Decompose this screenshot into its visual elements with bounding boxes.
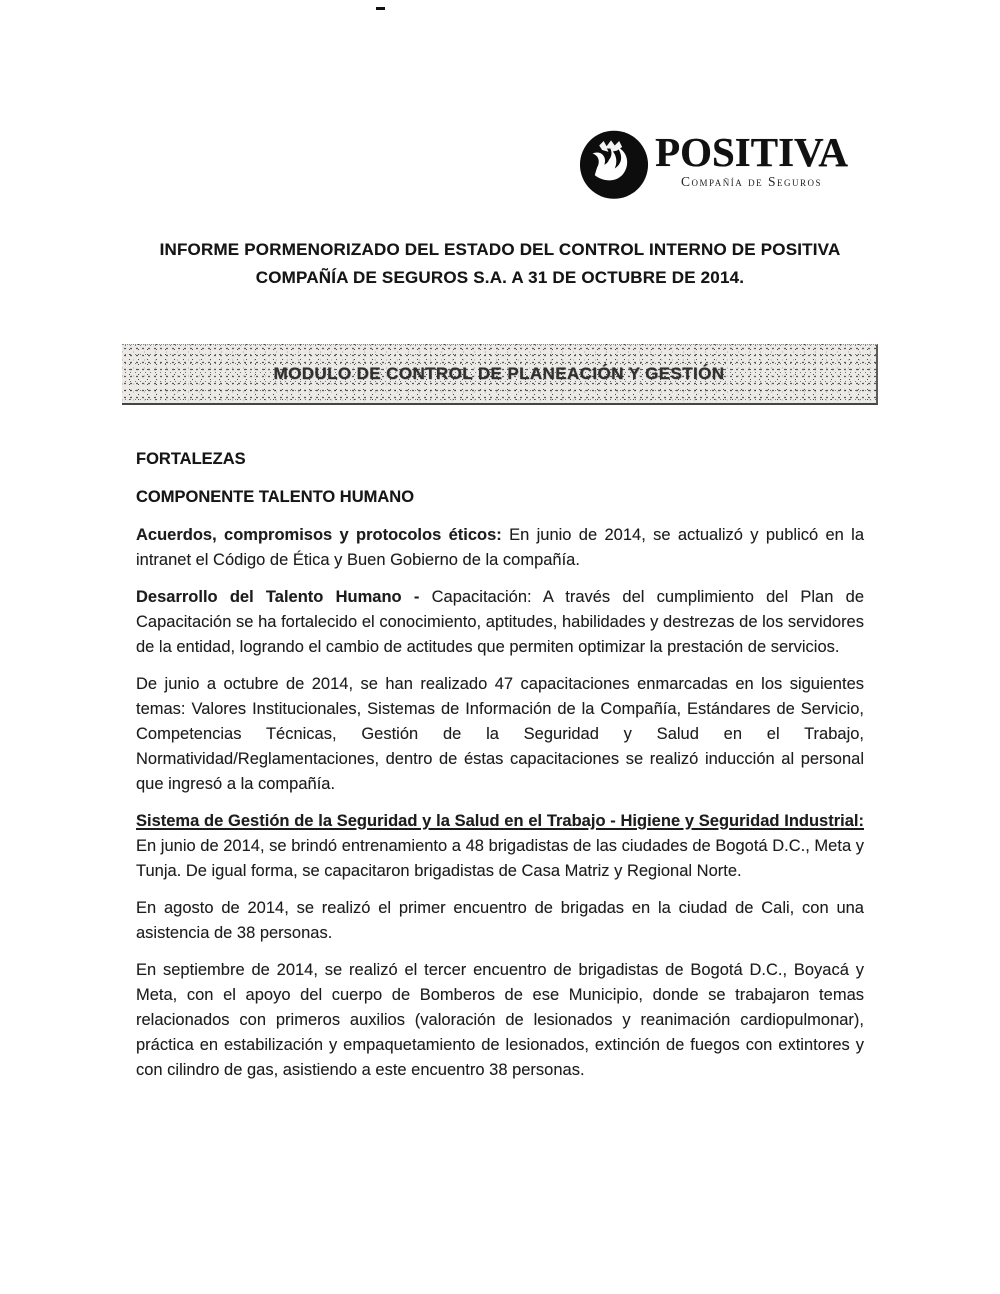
paragraph-sistema-gestion-seguridad <box>136 809 864 884</box>
paragraph-lead: Sistema de Gestión de la Seguridad y la Salud en el Trabajo - Higiene y Seguridad Industrial: <box>136 812 864 830</box>
heading-fortalezas: FORTALEZAS <box>136 450 246 468</box>
paragraph-desarrollo-talento <box>136 585 864 660</box>
paragraph-capacitaciones <box>136 672 864 797</box>
logo-wordmark: POSITIVA <box>655 129 848 175</box>
paragraph-acuerdos <box>136 523 864 573</box>
section-banner-label: MODULO DE CONTROL DE PLANEACIÓN Y GESTIÓN <box>273 364 725 383</box>
paragraph-body: En agosto de 2014, se realizó el primer encuentro de brigadas en la ciudad de Cali, con una asistencia de 38 personas. <box>136 899 864 942</box>
scan-artifact-dash <box>376 7 385 10</box>
paragraph-encuentro-brigadas-cali <box>136 896 864 946</box>
paragraph-lead: Desarrollo del Talento Humano - <box>136 588 420 606</box>
positiva-logo <box>577 126 848 202</box>
paragraph-body: Capacitación: A través del cumplimiento del Plan de Capacitación se ha fortalecido el conocimiento, aptitudes, habilidades y destrezas de los servidores de la entidad, logrando el cambio de actitudes que permiten optimizar la prestación de servicios. <box>136 588 864 656</box>
paragraph-body: En junio de 2014, se brindó entrenamiento a 48 brigadistas de las ciudades de Bogotá D.C., Meta y Tunja. De igual forma, se capacitaron brigadistas de Casa Matriz y Regional Norte. <box>136 837 864 880</box>
document-title-line2: COMPAÑÍA DE SEGUROS S.A. A 31 DE OCTUBRE DE 2014. <box>255 268 745 287</box>
paragraph-body: En septiembre de 2014, se realizó el tercer encuentro de brigadistas de Bogotá D.C., Boyacá y Meta, con el apoyo del cuerpo de Bomberos de ese Municipio, donde se trabajaron temas relacionados con primeros auxilios (valoración de lesionados y reanimación cardiopulmonar), práctica en estabilización y empaquetamiento de lesionados, extinción de fuegos con extintores y con cilindro de gas, asistiendo a este encuentro 38 personas. <box>136 961 864 1079</box>
document-title-line1: INFORME PORMENORIZADO DEL ESTADO DEL CONTROL INTERNO DE POSITIVA <box>159 240 841 259</box>
paragraph-encuentro-brigadistas-septiembre <box>136 958 864 1083</box>
logo-subtitle: Compañía de Seguros <box>681 174 822 189</box>
heading-componente-talento-humano: COMPONENTE TALENTO HUMANO <box>136 488 415 506</box>
paragraph-body: En junio de 2014, se actualizó y publicó en la intranet el Código de Ética y Buen Gobierno de la compañía. <box>136 526 865 569</box>
paragraph-lead: Acuerdos, compromisos y protocolos éticos: <box>136 526 502 544</box>
section-banner <box>122 344 878 405</box>
document-title <box>136 236 864 292</box>
positiva-circle-bird-icon <box>577 126 651 202</box>
paragraph-body: De junio a octubre de 2014, se han realizado 47 capacitaciones enmarcadas en los siguientes temas: Valores Institucionales, Sistemas de Información de la Compañía, Estándares de Servicio, Competencias Técnicas, Gestión de la Seguridad y Salud en el Trabajo, Normatividad/Reglamentaciones, dentro de éstas capacitaciones se realizó inducción al personal que ingresó a la compañía. <box>136 675 864 793</box>
logo-text-block <box>655 126 848 189</box>
